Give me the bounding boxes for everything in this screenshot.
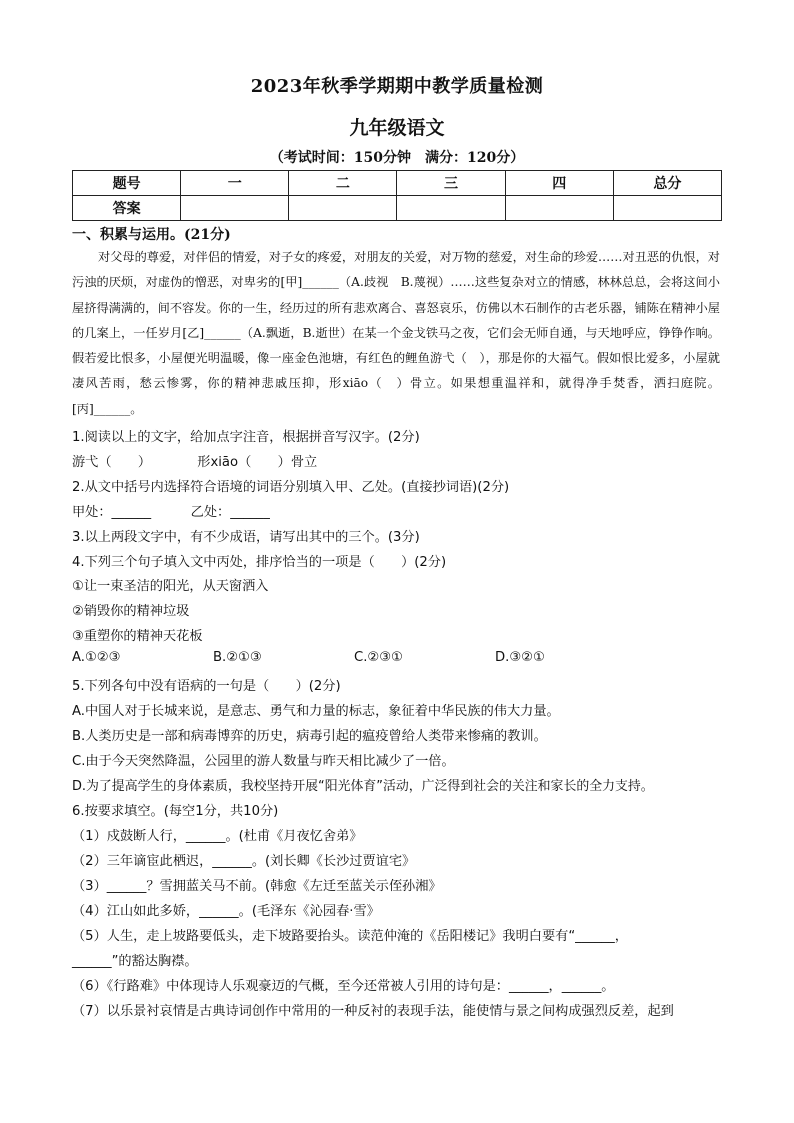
fill-blank-line: （2）三年谪宦此栖迟，______。(刘长卿《长沙过贾谊宅》 [72, 854, 416, 869]
score-table-header: 二 [289, 171, 397, 196]
question-line: 6.按要求填空。(每空1分，共10分) [72, 804, 279, 819]
passage-text: 对父母的尊爱，对伴侣的情爱，对子女的疼爱，对朋友的关爱，对万物的慈爱，对生命的珍爱……对丑恶的仇恨，对污浊的厌烦，对虚伪的憎恶，对卑劣的[甲]______（A.歧视 B.蔑视）……这些复杂对立的情感，林林总总，会将这间小屋挤得满满的，间不容发。你的一生，经历过的所有悲欢离合、喜怒哀乐，仿佛以木石制作的古老乐器，铺陈在精神小屋的几案上，一任岁月[乙]______（A.飘逝，B.逝世）在某一个金戈铁马之夜，它们会无师自通，与天地呼应，铮铮作响。假若爱比恨多，小屋便光明温暖，像一座金色池塘，有红色的鲤鱼游弋（ ），那是你的大福气。假如恨比爱多，小屋就凄风苦雨，愁云惨雾，你的精神悲戚压抑，形xiāo（ ）骨立。如果想重温祥和，就得净手焚香，洒扫庭院。[丙]______。 [72, 250, 720, 416]
fill-blank-line: （4）江山如此多娇，______。(毛泽东《沁园春·雪》 [72, 904, 380, 919]
exam-info: （考试时间：150分钟 满分：120分） [269, 150, 525, 166]
question-line: 5.下列各句中没有语病的一句是（ ）(2分) [72, 679, 341, 694]
question-line: 4.下列三个句子填入文中丙处，排序恰当的一项是（ ）(2分) [72, 555, 447, 570]
score-table-header: 总分 [613, 171, 721, 196]
score-cell [181, 196, 289, 221]
choice-line: D.为了提高学生的身体素质，我校坚持开展“阳光体育”活动，广泛得到社会的关注和家长的全力支持。 [72, 779, 654, 794]
score-table-header: 一 [181, 171, 289, 196]
exam-title: 2023年秋季学期期中教学质量检测 [250, 76, 544, 97]
choice-option-b: B.②①③ [213, 650, 262, 665]
fill-blank-line: （7）以乐景衬哀情是古典诗词创作中常用的一种反衬的表现手法，能使情与景之间构成强烈反差，起到 [72, 1004, 674, 1019]
question-line: 游弋（ ） 形xiāo（ ）骨立 [72, 455, 318, 470]
fill-blank-line: （6）《行路难》中体现诗人乐观豪迈的气概，至今还常被人引用的诗句是：______，______。 [72, 979, 615, 994]
choice-option-c: C.②③① [354, 650, 403, 665]
choice-option-a: A.①②③ [72, 650, 121, 665]
fill-blank-line: ______”的豁达胸襟。 [72, 954, 198, 969]
exam-subtitle: 九年级语文 [349, 117, 445, 139]
choice-line: C.由于今天突然降温，公园里的游人数量与昨天相比减少了一倍。 [72, 754, 455, 769]
score-table-header: 三 [397, 171, 505, 196]
score-table-header-row [73, 171, 722, 196]
sentence-option: ②销毁你的精神垃圾 [72, 604, 190, 619]
choice-line: B.人类历史是一部和病毒博弈的历史，病毒引起的瘟疫曾给人类带来惨痛的教训。 [72, 729, 547, 744]
score-cell [289, 196, 397, 221]
section-heading: 一、积累与运用。(21分) [72, 227, 231, 243]
reading-passage [72, 245, 720, 422]
question-line: 甲处：______ 乙处：______ [72, 505, 270, 520]
choice-line: A.中国人对于长城来说，是意志、勇气和力量的标志，象征着中华民族的伟大力量。 [72, 704, 560, 719]
score-table-answer-row [73, 196, 722, 221]
score-cell [613, 196, 721, 221]
score-cell [505, 196, 613, 221]
score-cell [397, 196, 505, 221]
sentence-option: ①让一束圣洁的阳光，从天窗洒入 [72, 579, 269, 594]
question-line: 2.从文中括号内选择符合语境的词语分别填入甲、乙处。(直接抄词语)(2分) [72, 480, 510, 495]
choice-option-d: D.③②① [495, 650, 545, 665]
fill-blank-line: （5）人生，走上坡路要低头，走下坡路要抬头。读范仲淹的《岳阳楼记》我明白要有“______， [72, 929, 628, 944]
score-table [72, 170, 722, 221]
fill-blank-line: （1）戍鼓断人行，______。(杜甫《月夜忆舍弟》 [72, 829, 363, 844]
score-table-header: 四 [505, 171, 613, 196]
score-table-row-label: 答案 [73, 196, 181, 221]
score-table-header: 题号 [73, 171, 181, 196]
sentence-option: ③重塑你的精神天花板 [72, 629, 203, 644]
fill-blank-line: （3）______？雪拥蓝关马不前。(韩愈《左迁至蓝关示侄孙湘》 [72, 879, 442, 894]
question-line: 3.以上两段文字中，有不少成语，请写出其中的三个。(3分) [72, 530, 420, 545]
question-line: 1.阅读以上的文字，给加点字注音，根据拼音写汉字。(2分) [72, 430, 420, 445]
